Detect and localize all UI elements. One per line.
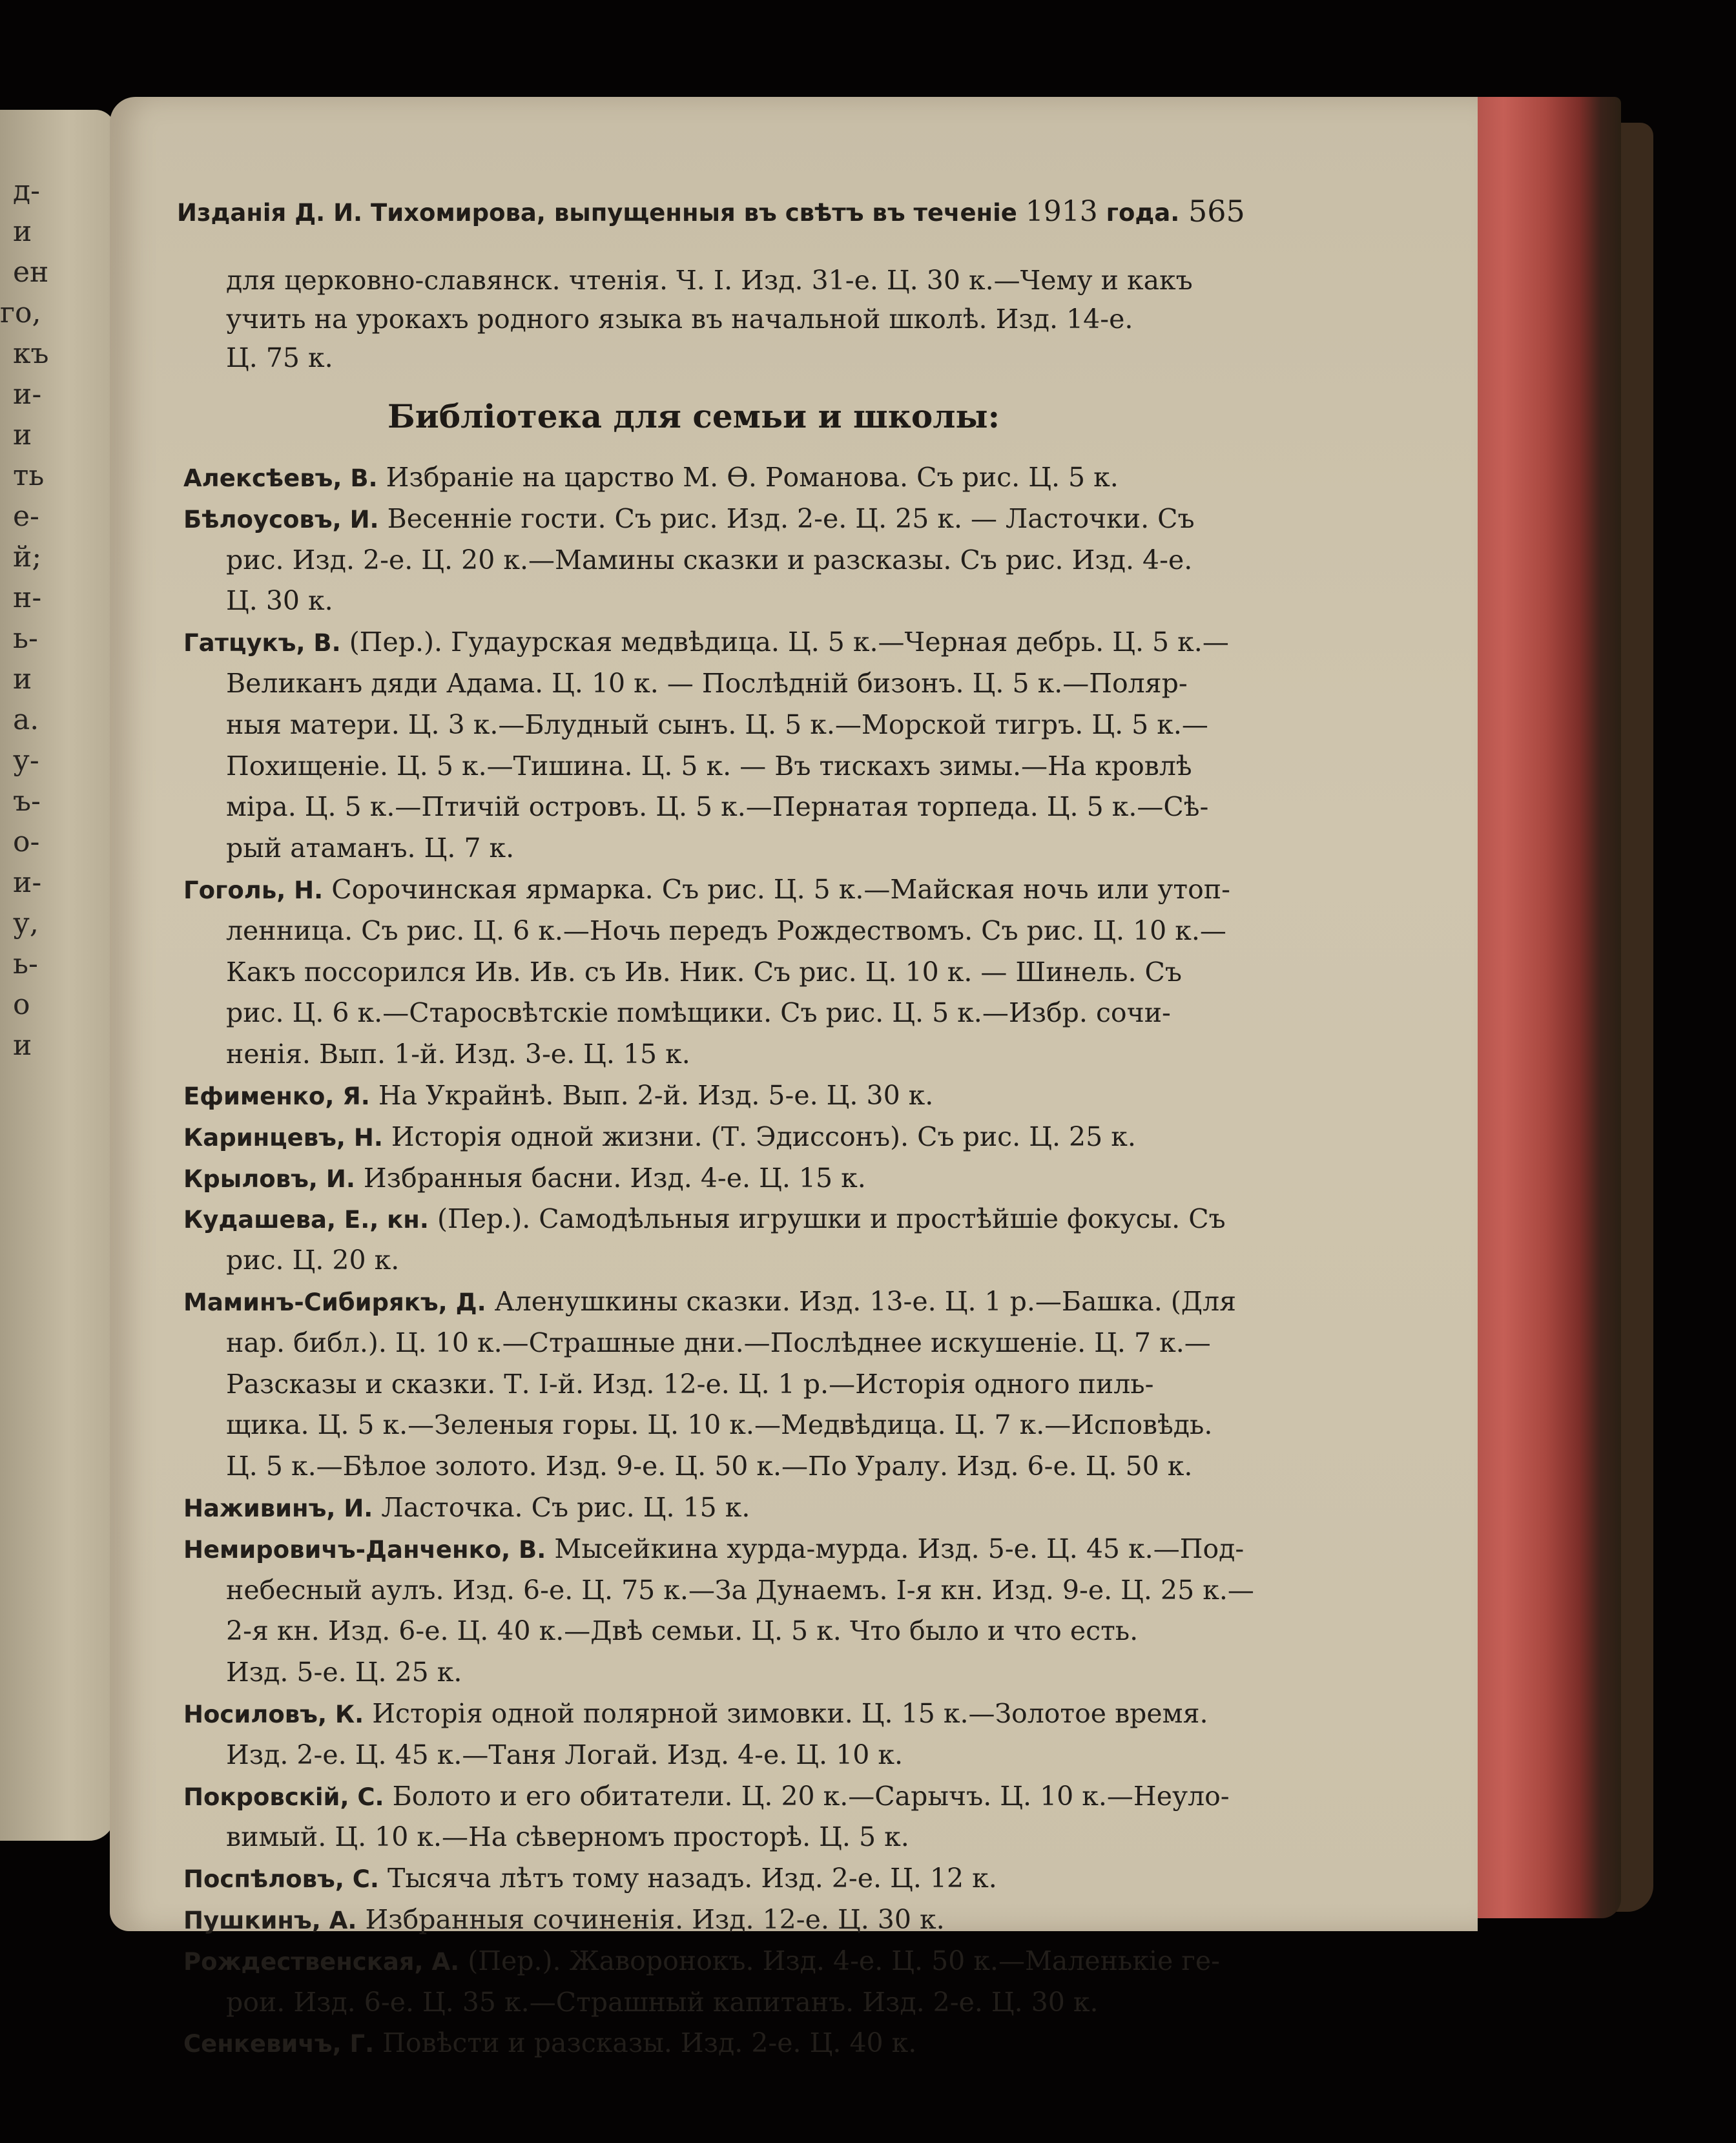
entry-continuation-line: Какъ поссорился Ив. Ив. съ Ив. Ник. Съ рис. Ц. 10 к. — Шинель. Съ (226, 956, 1183, 988)
entry-first-line (183, 1286, 1236, 1317)
entry-author: Бѣлоусовъ, И. (183, 505, 379, 533)
left-page-fragment: й; (13, 541, 42, 574)
page-fore-edge (1453, 97, 1621, 1918)
left-page-fragment: ъ- (13, 785, 41, 818)
entry-first-line (183, 1080, 933, 1111)
entry-text: Весенніе гости. Съ рис. Изд. 2-е. Ц. 25 к. — Ласточки. Съ (378, 502, 1195, 534)
left-page-fragment: а. (13, 703, 39, 736)
entry-continuation-line: 2-я кн. Изд. 6-е. Ц. 40 к.—Двѣ семьи. Ц. 5 к. Что было и что есть. (226, 1615, 1139, 1647)
entry-first-line (183, 1904, 945, 1935)
header-title: Изданія Д. И. Тихомирова, выпущенныя въ свѣтъ въ теченіе (177, 199, 1017, 227)
entry-continuation-line: Изд. 2-е. Ц. 45 к.—Таня Логай. Изд. 4-е. Ц. 10 к. (226, 1739, 903, 1770)
left-page-fragment: ть (13, 459, 45, 492)
entry-author: Каринцевъ, Н. (183, 1123, 383, 1152)
left-page-fragment: ь- (13, 622, 38, 655)
entry-text: Избранныя басни. Изд. 4-е. Ц. 15 к. (355, 1162, 866, 1194)
entry-first-line (183, 1203, 1226, 1234)
intro-line: учить на урокахъ родного языка въ начальной школѣ. Изд. 14-е. (226, 304, 1133, 335)
entry-text: (Пер.). Жаворонокъ. Изд. 4-е. Ц. 50 к.—Маленькіе ге- (459, 1945, 1220, 1976)
header-year-suffix: года. (1106, 199, 1180, 227)
entry-author: Поспѣловъ, С. (183, 1865, 379, 1894)
entry-text: Мысейкина хурда-мурда. Изд. 5-е. Ц. 45 к.—Под- (546, 1533, 1245, 1564)
entry-first-line (183, 626, 1229, 657)
entry-author: Гоголь, Н. (183, 876, 324, 904)
entry-text: Сорочинская ярмарка. Съ рис. Ц. 5 к.—Майская ночь или утоп- (323, 874, 1230, 905)
entry-continuation-line: рои. Изд. 6-е. Ц. 35 к.—Страшный капитанъ. Изд. 2-е. Ц. 30 к. (226, 1986, 1099, 2018)
entry-text: Избранныя сочиненія. Изд. 12-е. Ц. 30 к. (356, 1904, 945, 1935)
entry-author: Гатцукъ, В. (183, 629, 341, 657)
entry-continuation-line: міра. Ц. 5 к.—Птичій островъ. Ц. 5 к.—Пернатая торпеда. Ц. 5 к.—Сѣ- (226, 791, 1209, 823)
left-page-fragment: и (13, 419, 32, 451)
entry-continuation-line: небесный аулъ. Изд. 6-е. Ц. 75 к.—За Дунаемъ. I-я кн. Изд. 9-е. Ц. 25 к.— (226, 1574, 1254, 1606)
entry-text: Повѣсти и разсказы. Изд. 2-е. Ц. 40 к. (374, 2027, 917, 2059)
entry-author: Немировичъ-Данченко, В. (183, 1535, 546, 1564)
entry-first-line (183, 1163, 866, 1194)
left-page (0, 110, 115, 1841)
entry-continuation-line: Ц. 5 к.—Бѣлое золото. Изд. 9-е. Ц. 50 к.—По Уралу. Изд. 6-е. Ц. 50 к. (226, 1451, 1193, 1482)
entry-continuation-line: щика. Ц. 5 к.—Зеленыя горы. Ц. 10 к.—Медвѣдица. Ц. 7 к.—Исповѣдь. (226, 1409, 1213, 1441)
entry-continuation-line: Великанъ дяди Адама. Ц. 10 к. — Послѣдній бизонъ. Ц. 5 к.—Поляр- (226, 668, 1188, 699)
entry-continuation-line: Разсказы и сказки. Т. I-й. Изд. 12-е. Ц. 1 р.—Исторія одного пиль- (226, 1368, 1154, 1400)
entry-author: Кудашева, Е., кн. (183, 1206, 429, 1234)
entry-first-line (183, 1781, 1230, 1812)
entry-first-line (183, 1945, 1220, 1976)
left-page-fragment: д- (13, 174, 40, 207)
entry-text: Болото и его обитатели. Ц. 20 к.—Сарычъ. Ц. 10 к.—Неуло- (384, 1780, 1230, 1812)
left-page-fragment: о- (13, 825, 40, 858)
entry-continuation-line: Ц. 30 к. (226, 585, 333, 617)
page-number: 565 (1188, 194, 1245, 229)
entry-text: (Пер.). Гудаурская медвѣдица. Ц. 5 к.—Черная дебрь. Ц. 5 к.— (340, 626, 1229, 658)
left-page-fragment: е- (13, 500, 39, 533)
entry-first-line (183, 2027, 916, 2058)
entry-text: На Украйнѣ. Вып. 2-й. Изд. 5-е. Ц. 30 к. (369, 1080, 934, 1111)
entry-author: Маминъ-Сибирякъ, Д. (183, 1289, 486, 1316)
entry-first-line (183, 1533, 1244, 1564)
entry-continuation-line: ныя матери. Ц. 3 к.—Блудный сынъ. Ц. 5 к.—Морской тигръ. Ц. 5 к.— (226, 709, 1208, 740)
intro-line: для церковно-славянск. чтенія. Ч. I. Изд. 31-е. Ц. 30 к.—Чему и какъ (226, 265, 1193, 296)
entry-first-line (183, 1121, 1136, 1152)
left-page-fragment: ь- (13, 947, 38, 980)
entry-continuation-line: ленница. Съ рис. Ц. 6 к.—Ночь передъ Рождествомъ. Съ рис. Ц. 10 к.— (226, 915, 1226, 946)
left-page-fragment: ен (13, 256, 49, 289)
left-page-fragment: го, (0, 296, 41, 329)
entry-continuation-line: рис. Ц. 20 к. (226, 1245, 400, 1276)
entry-text: Исторія одной жизни. (Т. Эдиссонъ). Съ рис. Ц. 25 к. (382, 1121, 1136, 1152)
entry-author: Носиловъ, К. (183, 1701, 364, 1728)
entry-text: Ласточка. Съ рис. Ц. 15 к. (373, 1492, 750, 1523)
section-title: Библіотека для семьи и школы: (388, 397, 1000, 435)
left-page-fragment: у- (13, 744, 39, 777)
intro-line: Ц. 75 к. (226, 342, 333, 373)
left-page-fragment: у, (13, 907, 39, 940)
entry-text: Тысяча лѣтъ тому назадъ. Изд. 2-е. Ц. 12 к. (379, 1863, 997, 1894)
left-page-fragment: о (13, 988, 30, 1021)
left-page-fragment: и (13, 1029, 32, 1062)
entry-author: Рождественская, А. (183, 1947, 460, 1976)
entry-text: Исторія одной полярной зимовки. Ц. 15 к.—Золотое время. (364, 1698, 1208, 1729)
entry-text: Избраніе на царство М. Ѳ. Романова. Съ рис. Ц. 5 к. (377, 462, 1119, 493)
header-year: 1913 (1025, 195, 1098, 228)
left-page-fragment: и- (13, 378, 42, 411)
entry-author: Алексѣевъ, В. (183, 464, 378, 492)
entry-author: Покровскій, С. (183, 1783, 384, 1811)
entry-text: Аленушкины сказки. Изд. 13-е. Ц. 1 р.—Башка. (Для (486, 1286, 1236, 1317)
running-header (177, 195, 1262, 228)
entry-continuation-line: Изд. 5-е. Ц. 25 к. (226, 1657, 462, 1688)
entry-continuation-line: рис. Ц. 6 к.—Старосвѣтскіе помѣщики. Съ рис. Ц. 5 к.—Избр. сочи- (226, 997, 1171, 1029)
entry-first-line (183, 462, 1119, 493)
left-page-fragment: къ (13, 337, 49, 370)
entry-author: Ефименко, Я. (183, 1082, 370, 1110)
entry-author: Крыловъ, И. (183, 1165, 355, 1193)
entry-continuation-line: ненія. Вып. 1-й. Изд. 3-е. Ц. 15 к. (226, 1039, 690, 1070)
entry-text: (Пер.). Самодѣльныя игрушки и простѣйшіе фокусы. Съ (428, 1203, 1226, 1235)
entry-continuation-line: вимый. Ц. 10 к.—На сѣверномъ просторѣ. Ц. 5 к. (226, 1821, 909, 1853)
left-page-fragment: н- (13, 581, 42, 614)
entry-continuation-line: Похищеніе. Ц. 5 к.—Тишина. Ц. 5 к. — Въ тискахъ зимы.—На кровлѣ (226, 750, 1192, 782)
left-page-fragment: и (13, 663, 32, 696)
left-page-fragment: и- (13, 866, 42, 899)
entry-author: Наживинъ, И. (183, 1495, 373, 1522)
entry-first-line (183, 874, 1230, 905)
left-page-fragment: и (13, 215, 32, 248)
entry-continuation-line: рис. Изд. 2-е. Ц. 20 к.—Мамины сказки и разсказы. Съ рис. Изд. 4-е. (226, 544, 1193, 575)
entry-first-line (183, 1698, 1208, 1729)
entry-first-line (183, 1863, 997, 1894)
entry-continuation-line: нар. библ.). Ц. 10 к.—Страшные дни.—Послѣднее искушеніе. Ц. 7 к.— (226, 1327, 1211, 1358)
entry-first-line (183, 1492, 750, 1523)
entry-continuation-line: рый атаманъ. Ц. 7 к. (226, 833, 515, 864)
entry-author: Пушкинъ, А. (183, 1907, 357, 1934)
entry-first-line (183, 503, 1195, 534)
entry-author: Сенкевичъ, Г. (183, 2030, 375, 2058)
